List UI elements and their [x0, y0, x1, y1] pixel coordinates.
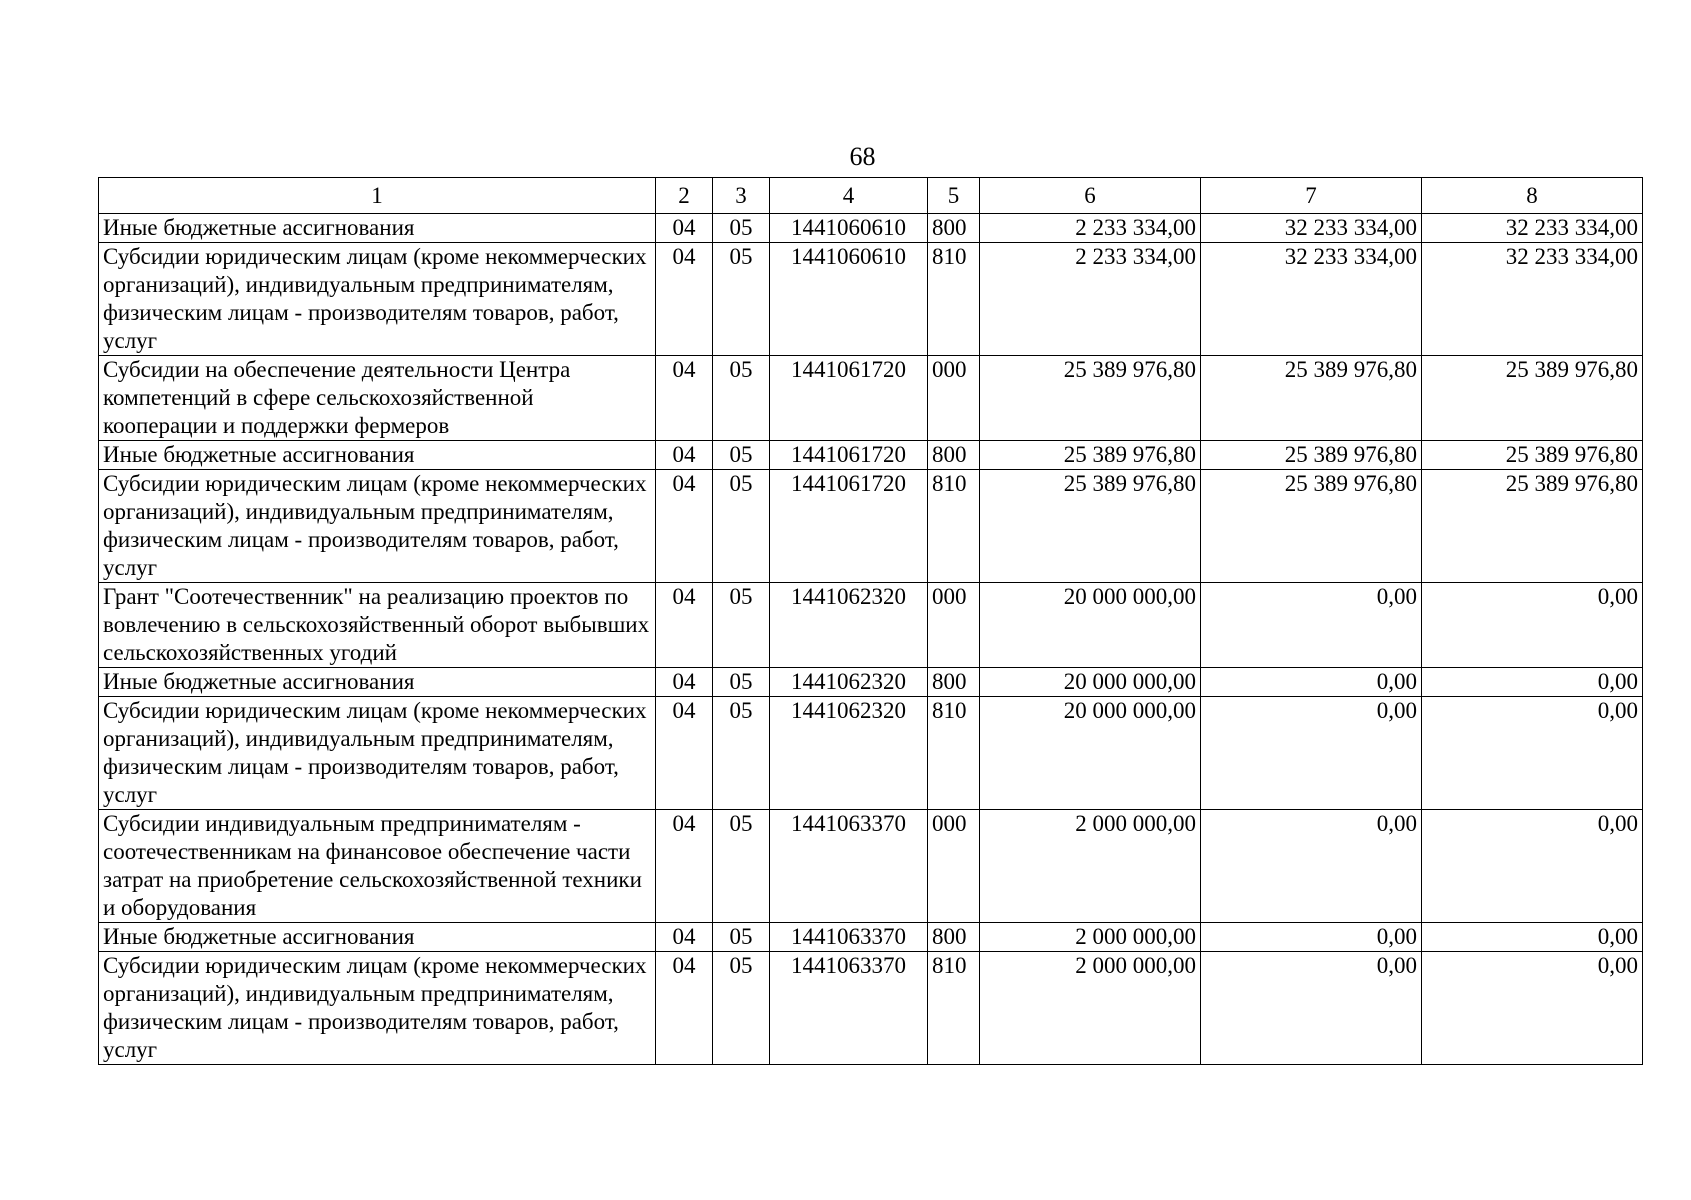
row-amount-col6: 25 389 976,80: [980, 441, 1201, 470]
row-amount-col8: 0,00: [1422, 697, 1643, 810]
row-amount-col7: 0,00: [1201, 697, 1422, 810]
row-section: 04: [656, 697, 713, 810]
row-name: Субсидии юридическим лицам (кроме некоммерческих организаций), индивидуальным предпринимателям, физическим лицам - производителям товаров, работ, услуг: [99, 697, 656, 810]
row-amount-col7: 25 389 976,80: [1201, 470, 1422, 583]
column-header: 5: [928, 178, 980, 214]
row-section: 04: [656, 243, 713, 356]
row-expense-type: 000: [928, 583, 980, 668]
row-amount-col8: 0,00: [1422, 923, 1643, 952]
row-subsection: 05: [713, 243, 770, 356]
row-target-code: 1441062320: [770, 668, 928, 697]
row-expense-type: 000: [928, 356, 980, 441]
row-expense-type: 810: [928, 952, 980, 1065]
row-amount-col6: 2 233 334,00: [980, 214, 1201, 243]
row-amount-col6: 2 000 000,00: [980, 952, 1201, 1065]
row-section: 04: [656, 810, 713, 923]
row-section: 04: [656, 356, 713, 441]
row-amount-col8: 25 389 976,80: [1422, 470, 1643, 583]
row-name: Субсидии юридическим лицам (кроме некоммерческих организаций), индивидуальным предпринимателям, физическим лицам - производителям товаров, работ, услуг: [99, 952, 656, 1065]
row-subsection: 05: [713, 952, 770, 1065]
row-target-code: 1441060610: [770, 243, 928, 356]
row-amount-col8: 0,00: [1422, 952, 1643, 1065]
table-row: [99, 583, 1643, 668]
row-name: Субсидии юридическим лицам (кроме некоммерческих организаций), индивидуальным предпринимателям, физическим лицам - производителям товаров, работ, услуг: [99, 243, 656, 356]
row-subsection: 05: [713, 923, 770, 952]
table-row: [99, 697, 1643, 810]
row-target-code: 1441061720: [770, 470, 928, 583]
row-target-code: 1441061720: [770, 441, 928, 470]
row-name: Грант "Соотечественник" на реализацию проектов по вовлечению в сельскохозяйственный оборот выбывших сельскохозяйственных угодий: [99, 583, 656, 668]
row-section: 04: [656, 583, 713, 668]
header-row: [99, 178, 1643, 214]
row-target-code: 1441063370: [770, 810, 928, 923]
row-section: 04: [656, 668, 713, 697]
row-subsection: 05: [713, 810, 770, 923]
table-row: [99, 810, 1643, 923]
row-amount-col6: 20 000 000,00: [980, 697, 1201, 810]
row-amount-col8: 25 389 976,80: [1422, 441, 1643, 470]
row-expense-type: 800: [928, 668, 980, 697]
column-header: 7: [1201, 178, 1422, 214]
row-section: 04: [656, 470, 713, 583]
row-expense-type: 800: [928, 214, 980, 243]
column-header: 3: [713, 178, 770, 214]
row-expense-type: 800: [928, 923, 980, 952]
table-row: [99, 214, 1643, 243]
row-amount-col7: 25 389 976,80: [1201, 441, 1422, 470]
row-amount-col7: 0,00: [1201, 810, 1422, 923]
row-amount-col7: 0,00: [1201, 923, 1422, 952]
table-row: [99, 470, 1643, 583]
row-subsection: 05: [713, 697, 770, 810]
row-subsection: 05: [713, 470, 770, 583]
row-subsection: 05: [713, 214, 770, 243]
row-amount-col6: 2 000 000,00: [980, 923, 1201, 952]
row-expense-type: 000: [928, 810, 980, 923]
row-amount-col7: 0,00: [1201, 952, 1422, 1065]
row-name: Субсидии юридическим лицам (кроме некоммерческих организаций), индивидуальным предпринимателям, физическим лицам - производителям товаров, работ, услуг: [99, 470, 656, 583]
row-subsection: 05: [713, 583, 770, 668]
row-target-code: 1441061720: [770, 356, 928, 441]
column-header: 6: [980, 178, 1201, 214]
row-subsection: 05: [713, 441, 770, 470]
table-row: [99, 668, 1643, 697]
row-name: Субсидии на обеспечение деятельности Центра компетенций в сфере сельскохозяйственной кооперации и поддержки фермеров: [99, 356, 656, 441]
table-row: [99, 243, 1643, 356]
column-header: 2: [656, 178, 713, 214]
row-name: Иные бюджетные ассигнования: [99, 214, 656, 243]
row-amount-col8: 0,00: [1422, 810, 1643, 923]
row-amount-col7: 32 233 334,00: [1201, 243, 1422, 356]
row-amount-col7: 32 233 334,00: [1201, 214, 1422, 243]
row-amount-col6: 25 389 976,80: [980, 356, 1201, 441]
row-amount-col7: 25 389 976,80: [1201, 356, 1422, 441]
row-expense-type: 810: [928, 697, 980, 810]
row-amount-col6: 25 389 976,80: [980, 470, 1201, 583]
row-name: Субсидии индивидуальным предпринимателям - соотечественникам на финансовое обеспечение части затрат на приобретение сельскохозяйственной техники и оборудования: [99, 810, 656, 923]
row-amount-col8: 32 233 334,00: [1422, 243, 1643, 356]
row-section: 04: [656, 214, 713, 243]
row-name: Иные бюджетные ассигнования: [99, 923, 656, 952]
row-amount-col8: 25 389 976,80: [1422, 356, 1643, 441]
table-row: [99, 441, 1643, 470]
table-row: [99, 356, 1643, 441]
table-row: [99, 923, 1643, 952]
row-amount-col8: 32 233 334,00: [1422, 214, 1643, 243]
row-amount-col6: 2 233 334,00: [980, 243, 1201, 356]
page-number: 68: [849, 142, 876, 171]
row-section: 04: [656, 952, 713, 1065]
budget-table: [98, 177, 1643, 1065]
row-expense-type: 810: [928, 243, 980, 356]
row-name: Иные бюджетные ассигнования: [99, 668, 656, 697]
row-target-code: 1441063370: [770, 923, 928, 952]
column-header: 4: [770, 178, 928, 214]
row-amount-col8: 0,00: [1422, 668, 1643, 697]
row-subsection: 05: [713, 356, 770, 441]
row-amount-col7: 0,00: [1201, 668, 1422, 697]
row-subsection: 05: [713, 668, 770, 697]
column-header: 1: [99, 178, 656, 214]
row-section: 04: [656, 923, 713, 952]
row-amount-col8: 0,00: [1422, 583, 1643, 668]
row-name: Иные бюджетные ассигнования: [99, 441, 656, 470]
row-target-code: 1441063370: [770, 952, 928, 1065]
row-expense-type: 810: [928, 470, 980, 583]
row-amount-col6: 20 000 000,00: [980, 583, 1201, 668]
table-row: [99, 952, 1643, 1065]
row-expense-type: 800: [928, 441, 980, 470]
row-target-code: 1441062320: [770, 697, 928, 810]
row-amount-col7: 0,00: [1201, 583, 1422, 668]
row-section: 04: [656, 441, 713, 470]
row-target-code: 1441060610: [770, 214, 928, 243]
row-amount-col6: 2 000 000,00: [980, 810, 1201, 923]
row-amount-col6: 20 000 000,00: [980, 668, 1201, 697]
column-header: 8: [1422, 178, 1643, 214]
row-target-code: 1441062320: [770, 583, 928, 668]
